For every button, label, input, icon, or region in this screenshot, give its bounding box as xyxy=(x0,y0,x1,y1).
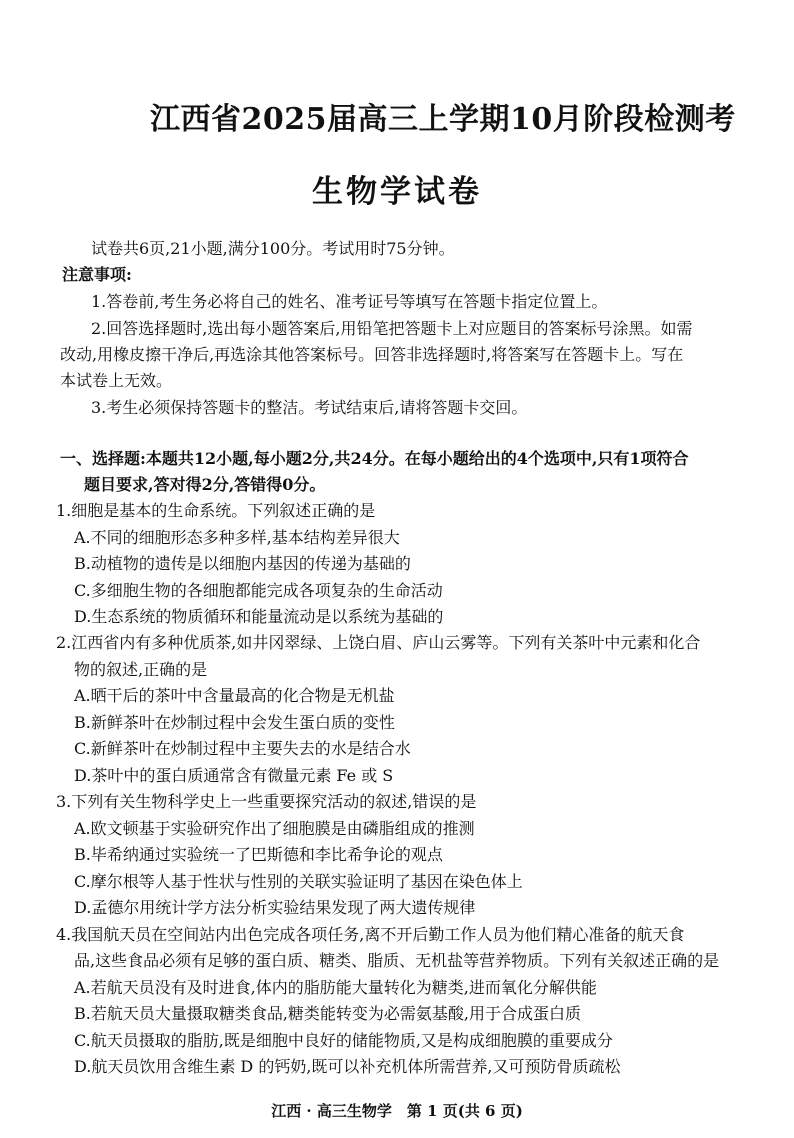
notice-item-2-line-3: 本试卷上无效。 xyxy=(60,371,173,390)
question-4-option-d: D.航天员饮用含维生素 D 的钙奶,既可以补充机体所需营养,又可预防骨质疏松 xyxy=(74,1057,621,1076)
notice-item-1: 1.答卷前,考生务必将自己的姓名、准考证号等填写在答题卡指定位置上。 xyxy=(91,292,608,311)
question-1-option-c: C.多细胞生物的各细胞都能完成各项复杂的生命活动 xyxy=(74,581,443,600)
section-heading-line-1: 一、选择题:本题共12小题,每小题2分,共24分。在每小题给出的4个选项中,只有1项符合 xyxy=(60,449,689,468)
exam-title: 江西省2025届高三上学期10月阶段检测考 xyxy=(150,102,736,137)
question-2-option-d: D.茶叶中的蛋白质通常含有微量元素 Fe 或 S xyxy=(74,766,394,785)
notice-item-2-line-2: 改动,用橡皮擦干净后,再选涂其他答案标号。回答非选择题时,将答案写在答题卡上。写在 xyxy=(60,345,684,364)
question-1-option-b: B.动植物的遗传是以细胞内基因的传递为基础的 xyxy=(74,554,411,573)
question-3-option-d: D.孟德尔用统计学方法分析实验结果发现了两大遗传规律 xyxy=(74,898,476,917)
question-2-option-b: B.新鲜茶叶在炒制过程中会发生蛋白质的变性 xyxy=(74,713,395,732)
question-2-stem-line-2: 物的叙述,正确的是 xyxy=(74,660,208,679)
exam-subtitle: 生物学试卷 xyxy=(312,174,482,210)
question-2-option-a: A.晒干后的茶叶中含量最高的化合物是无机盐 xyxy=(74,686,395,705)
question-3-option-c: C.摩尔根等人基于性状与性别的关联实验证明了基因在染色体上 xyxy=(74,872,523,891)
section-heading-line-2: 题目要求,答对得2分,答错得0分。 xyxy=(84,475,326,494)
question-2-stem-line-1: 2.江西省内有多种优质茶,如井冈翠绿、上饶白眉、庐山云雾等。下列有关茶叶中元素和化合 xyxy=(56,633,701,652)
question-4-stem-line-1: 4.我国航天员在空间站内出色完成各项任务,离不开后勤工作人员为他们精心准备的航天食 xyxy=(56,925,685,944)
question-1-option-d: D.生态系统的物质循环和能量流动是以系统为基础的 xyxy=(74,607,444,626)
question-3-stem: 3.下列有关生物科学史上一些重要探究活动的叙述,错误的是 xyxy=(56,792,477,811)
question-3-option-b: B.毕希纳通过实验统一了巴斯德和李比希争论的观点 xyxy=(74,845,443,864)
question-1-stem: 1.细胞是基本的生命系统。下列叙述正确的是 xyxy=(56,501,376,520)
question-4-option-a: A.若航天员没有及时进食,体内的脂肪能大量转化为糖类,进而氧化分解供能 xyxy=(74,978,597,997)
question-2-option-c: C.新鲜茶叶在炒制过程中主要失去的水是结合水 xyxy=(74,739,411,758)
question-4-option-b: B.若航天员大量摄取糖类食品,糖类能转变为必需氨基酸,用于合成蛋白质 xyxy=(74,1004,582,1023)
page-footer: 江西 · 高三生物学 第 1 页(共 6 页) xyxy=(271,1102,523,1120)
question-1-option-a: A.不同的细胞形态多种多样,基本结构差异很大 xyxy=(74,528,400,547)
question-4-option-c: C.航天员摄取的脂肪,既是细胞中良好的储能物质,又是构成细胞膜的重要成分 xyxy=(74,1031,613,1050)
notice-heading: 注意事项: xyxy=(62,265,132,284)
question-3-option-a: A.欧文顿基于实验研究作出了细胞膜是由磷脂组成的推测 xyxy=(74,819,475,838)
exam-intro: 试卷共6页,21小题,满分100分。考试用时75分钟。 xyxy=(91,239,455,258)
notice-item-3: 3.考生必须保持答题卡的整洁。考试结束后,请将答题卡交回。 xyxy=(91,398,528,417)
notice-item-2-line-1: 2.回答选择题时,选出每小题答案后,用铅笔把答题卡上对应题目的答案标号涂黑。如需 xyxy=(91,319,693,338)
question-4-stem-line-2: 品,这些食品必须有足够的蛋白质、糖类、脂质、无机盐等营养物质。下列有关叙述正确的是 xyxy=(74,951,720,970)
